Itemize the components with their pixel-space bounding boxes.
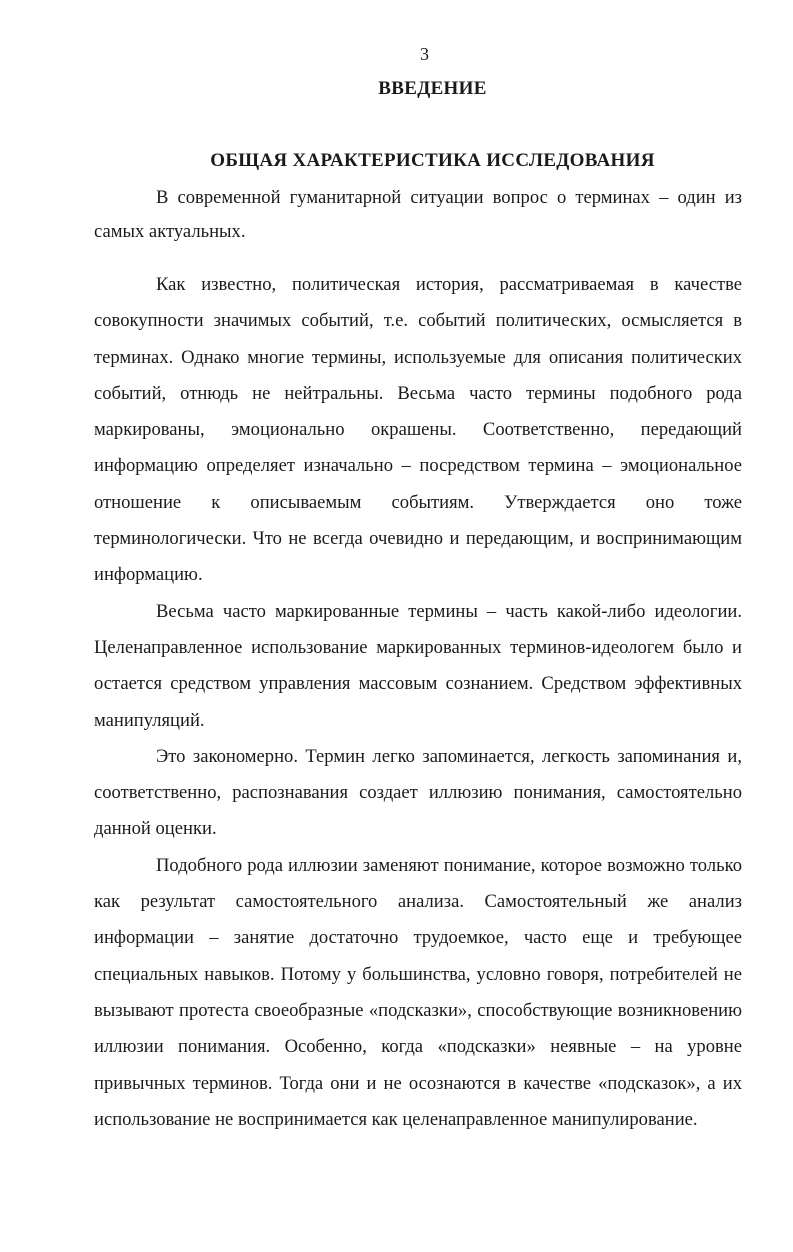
section-title: ОБЩАЯ ХАРАКТЕРИСТИКА ИССЛЕДОВАНИЯ: [210, 150, 655, 171]
paragraph: В современной гуманитарной ситуации вопрос о терминах – один из самых актуальных.: [94, 187, 742, 242]
page-number: 3: [420, 44, 429, 64]
paragraph: Весьма часто маркированные термины – часть какой-либо идеологии. Целенаправленное использование маркированных терминов-идеологем было и остается средством управления массовым сознанием. Средством эффективных манипуляций.: [94, 600, 742, 731]
paragraph: Подобного рода иллюзии заменяют понимание, которое возможно только как результат самостоятельного анализа. Самостоятельный же анализ информации – занятие достаточно трудоемкое, часто еще и требующее специальных навыков. Потому у большинства, условно говоря, потребителей не вызывают протеста своеобразные «подсказки», способствующие возникновению иллюзии понимания. Особенно, когда «подсказки» неявные – на уровне привычных терминов. Тогда они и не осознаются в качестве «подсказок», а их использование не воспринимается как целенаправленное манипулирование.: [94, 854, 742, 1130]
paragraph: Как известно, политическая история, рассматриваемая в качестве совокупности значимых событий, т.е. событий политических, осмысляется в терминах. Однако многие термины, используемые для описания политических событий, отнюдь не нейтральны. Весьма часто термины подобного рода маркированы, эмоционально окрашены. Соответственно, передающий информацию определяет изначально – посредством термина – эмоциональное отношение к описываемым событиям. Утверждается оно тоже терминологически. Что не всегда очевидно и передающим, и воспринимающим информацию.: [94, 274, 742, 586]
paragraph: Это закономерно. Термин легко запоминается, легкость запоминания и, соответственно, распознавания создает иллюзию понимания, самостоятельно данной оценки.: [94, 745, 742, 840]
chapter-title: ВВЕДЕНИЕ: [378, 78, 487, 99]
body-text: [94, 181, 742, 1138]
